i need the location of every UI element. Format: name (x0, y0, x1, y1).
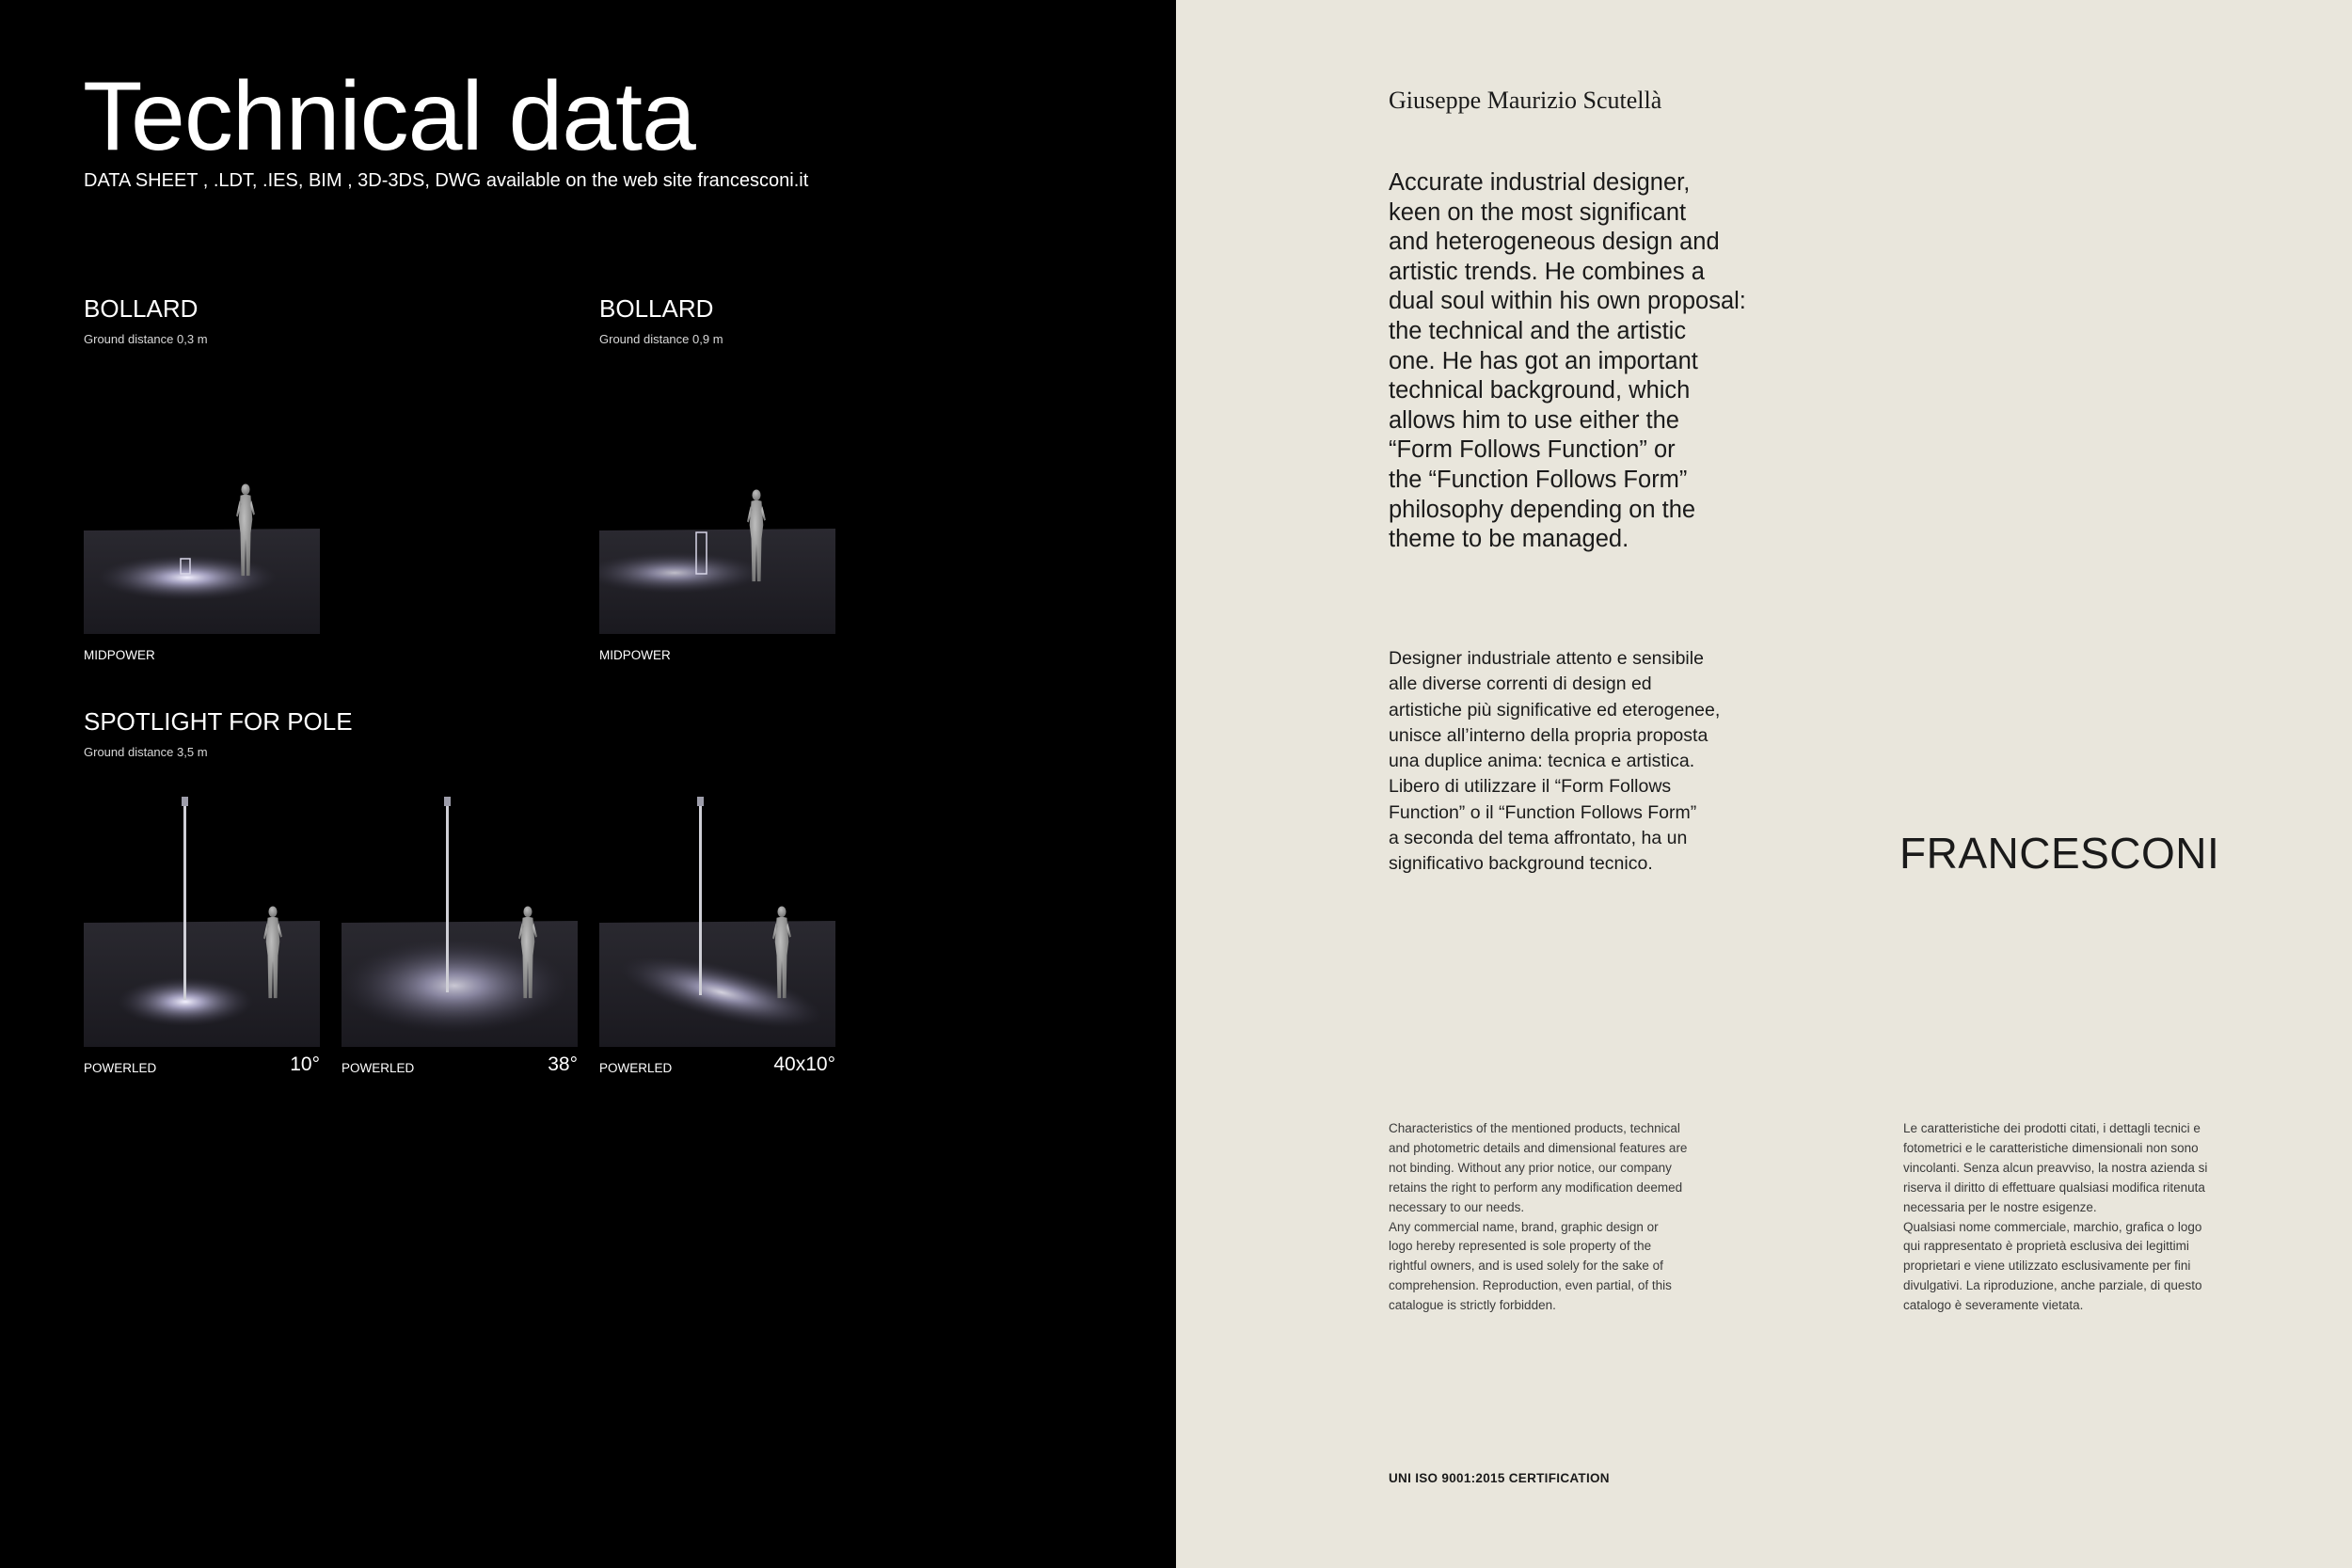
text-line: and photometric details and dimensional features are (1389, 1140, 1688, 1155)
text-line: necessary to our needs. (1389, 1199, 1525, 1214)
bio-english (1389, 168, 1765, 555)
bollard-a-caption: MIDPOWER (84, 648, 155, 662)
spotlight-40x10-render (599, 774, 835, 1047)
text-line: one. He has got an important (1389, 347, 1698, 374)
text-line: Le caratteristiche dei prodotti citati, i dettagli tecnici e (1903, 1121, 2201, 1135)
bollard-b-render (599, 361, 835, 634)
text-line: Qualsiasi nome commerciale, marchio, grafica o logo (1903, 1219, 2202, 1234)
text-line: necessaria per le nostre esigenze. (1903, 1199, 2097, 1214)
text-line: keen on the most significant (1389, 198, 1687, 226)
spotlight-38-render (342, 774, 578, 1047)
certification-note: UNI ISO 9001:2015 CERTIFICATION (1389, 1471, 1610, 1485)
spotlight-10-angle: 10° (290, 1053, 320, 1075)
file-formats-note: DATA SHEET , .LDT, .IES, BIM , 3D-3DS, DWG available on the web site francesconi.it (84, 170, 809, 191)
text-line: technical background, which (1389, 377, 1691, 404)
text-line: Libero di utilizzare il “Form Follows (1389, 776, 1672, 798)
spotlight-title: SPOTLIGHT FOR POLE (84, 707, 353, 736)
designer-name: Giuseppe Maurizio Scutellà (1389, 87, 1662, 114)
text-line: catalogo è severamente vietata. (1903, 1298, 2084, 1313)
text-line: theme to be managed. (1389, 526, 1629, 553)
text-line: not binding. Without any prior notice, our company (1389, 1160, 1672, 1175)
bollard-b-caption: MIDPOWER (599, 648, 671, 662)
text-line: artistic trends. He combines a (1389, 258, 1705, 285)
disclaimer-italian (1903, 1119, 2272, 1316)
text-line: vincolanti. Senza alcun preavviso, la nostra azienda si (1903, 1160, 2208, 1175)
spotlight-40x10-caption: POWERLED (599, 1061, 673, 1075)
text-line: Any commercial name, brand, graphic design or (1389, 1219, 1659, 1234)
text-line: proprietari e viene utilizzato esclusivamente per fini (1903, 1259, 2191, 1274)
text-line: logo hereby represented is sole property of the (1389, 1239, 1652, 1254)
bollard-b-distance: Ground distance 0,9 m (599, 332, 723, 346)
spotlight-distance: Ground distance 3,5 m (84, 745, 208, 759)
text-line: Designer industriale attento e sensibile (1389, 648, 1704, 669)
text-line: rightful owners, and is used solely for the sake of (1389, 1259, 1663, 1274)
text-line: qui rappresentato è proprietà esclusiva dei legittimi (1903, 1239, 2189, 1254)
bollard-a-distance: Ground distance 0,3 m (84, 332, 208, 346)
brand-logo: FRANCESCONI (1899, 829, 2220, 878)
spotlight-10-caption: POWERLED (84, 1061, 157, 1075)
text-line: unisce all’interno della propria proposta (1389, 724, 1708, 746)
text-line: riserva il diritto di effettuare qualsiasi modifica ritenuta (1903, 1180, 2205, 1195)
bollard-b-title: BOLLARD (599, 294, 714, 323)
spotlight-40x10-angle: 40x10° (773, 1053, 835, 1075)
bio-italian (1389, 646, 1765, 878)
bollard-a-title: BOLLARD (84, 294, 199, 323)
designer-panel (1176, 0, 2352, 1568)
text-line: dual soul within his own proposal: (1389, 288, 1746, 315)
page-title: Technical data (83, 62, 695, 171)
text-line: artistiche più significative ed eterogenee, (1389, 699, 1721, 721)
text-line: comprehension. Reproduction, even partial, of this (1389, 1278, 1672, 1293)
text-line: “Form Follows Function” or (1389, 436, 1676, 464)
text-line: the technical and the artistic (1389, 317, 1687, 344)
text-line: a seconda del tema affrontato, ha un (1389, 828, 1688, 849)
text-line: una duplice anima: tecnica e artistica. (1389, 751, 1695, 772)
text-line: Characteristics of the mentioned products, technical (1389, 1121, 1680, 1135)
text-line: Accurate industrial designer, (1389, 169, 1691, 196)
text-line: alle diverse correnti di design ed (1389, 673, 1652, 695)
text-line: Function” o il “Function Follows Form” (1389, 801, 1697, 823)
text-line: philosophy depending on the (1389, 496, 1696, 523)
text-line: significativo background tecnico. (1389, 853, 1653, 875)
disclaimer-english (1389, 1119, 1746, 1316)
text-line: catalogue is strictly forbidden. (1389, 1298, 1556, 1313)
spotlight-10-render (84, 774, 320, 1047)
text-line: retains the right to perform any modification deemed (1389, 1180, 1683, 1195)
spotlight-38-caption: POWERLED (342, 1061, 415, 1075)
text-line: and heterogeneous design and (1389, 229, 1720, 256)
text-line: the “Function Follows Form” (1389, 466, 1688, 493)
text-line: divulgativi. La riproduzione, anche parziale, di questo (1903, 1278, 2202, 1293)
text-line: allows him to use either the (1389, 406, 1679, 434)
spotlight-38-angle: 38° (548, 1053, 578, 1075)
text-line: fotometrici e le caratteristiche dimensionali non sono (1903, 1140, 2199, 1155)
bollard-a-render (84, 361, 320, 634)
